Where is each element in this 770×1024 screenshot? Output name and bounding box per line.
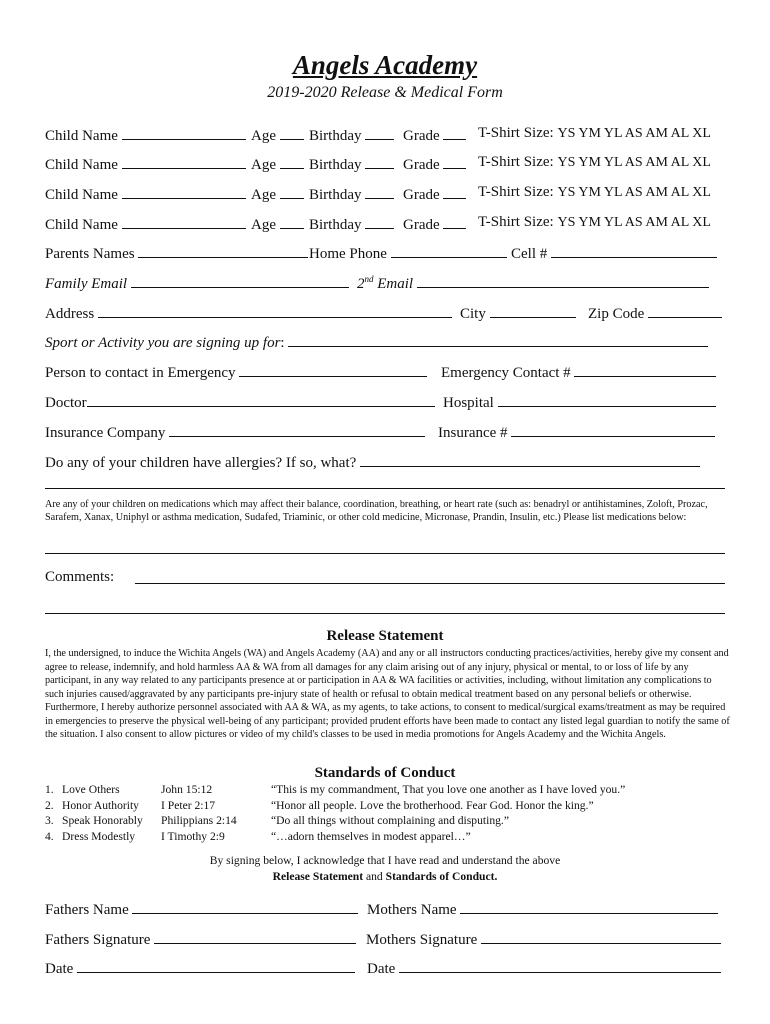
second-email-label: Email	[377, 276, 414, 292]
zip-label: Zip Code	[588, 306, 645, 322]
standard-name: Dress Modestly	[62, 829, 136, 843]
grade-label: Grade	[403, 217, 440, 233]
standard-quote: “Do all things without complaining and disputing.”	[271, 814, 509, 827]
insurance-company-label: Insurance Company	[45, 425, 166, 441]
fathers-signature-label: Fathers Signature	[45, 932, 151, 948]
doctor-blank[interactable]	[87, 392, 435, 407]
standards-bold: Standards of Conduct.	[385, 870, 498, 883]
standard-ref: I Timothy 2:9	[161, 829, 225, 843]
mothers-name-blank[interactable]	[460, 899, 718, 914]
allergies-blank[interactable]	[360, 452, 700, 467]
parents-names-label: Parents Names	[45, 246, 135, 262]
grade-label: Grade	[403, 187, 440, 203]
second-email-blank[interactable]	[417, 273, 709, 288]
standard-name: Honor Authority	[62, 798, 139, 812]
age-label: Age	[251, 128, 276, 144]
zip-blank[interactable]	[648, 303, 722, 318]
city-label: City	[460, 306, 486, 322]
tshirt-sizes[interactable]: YS YM YL AS AM AL XL	[557, 155, 711, 170]
standard-num: 1.	[45, 783, 54, 796]
standard-name: Speak Honorably	[62, 814, 143, 827]
mothers-signature-label: Mothers Signature	[366, 932, 478, 948]
fathers-date-blank[interactable]	[77, 958, 355, 973]
birthday-label: Birthday	[309, 187, 362, 203]
child-name-label: Child Name	[45, 157, 118, 173]
tshirt-label: T-Shirt Size:	[478, 154, 554, 170]
second-email-suffix: nd	[364, 274, 374, 284]
standard-ref: Philippians 2:14	[161, 814, 237, 827]
standard-ref: John 15:12	[161, 783, 213, 796]
second-email-number: 2	[357, 276, 365, 292]
hospital-label: Hospital	[443, 395, 494, 411]
birthday-label: Birthday	[309, 128, 362, 144]
standards-numbers	[45, 782, 54, 844]
family-email-blank[interactable]	[131, 273, 349, 288]
comments-label: Comments:	[45, 569, 115, 585]
standards-refs	[161, 782, 237, 844]
standard-name: Love Others	[62, 783, 120, 796]
child-name-blank[interactable]	[122, 154, 246, 169]
allergies-line[interactable]	[45, 488, 725, 489]
standards-quotes	[271, 782, 625, 844]
city-blank[interactable]	[490, 303, 576, 318]
form-title: Angels Academy	[292, 50, 478, 80]
insurance-company-blank[interactable]	[169, 422, 425, 437]
age-blank[interactable]	[280, 154, 304, 169]
child-name-blank[interactable]	[122, 184, 246, 199]
tshirt-sizes[interactable]: YS YM YL AS AM AL XL	[557, 126, 711, 141]
grade-label: Grade	[403, 157, 440, 173]
birthday-blank[interactable]	[365, 214, 394, 229]
grade-blank[interactable]	[443, 154, 466, 169]
birthday-label: Birthday	[309, 217, 362, 233]
emergency-contact-label: Emergency Contact #	[441, 365, 571, 381]
age-blank[interactable]	[280, 125, 304, 140]
cell-blank[interactable]	[551, 243, 717, 258]
sport-blank[interactable]	[288, 332, 708, 347]
child-name-label: Child Name	[45, 128, 118, 144]
acknowledgement-line2	[0, 869, 770, 885]
age-label: Age	[251, 157, 276, 173]
grade-blank[interactable]	[443, 125, 466, 140]
parents-names-blank[interactable]	[138, 243, 308, 258]
birthday-label: Birthday	[309, 157, 362, 173]
standard-ref: I Peter 2:17	[161, 798, 216, 812]
family-email-label: Family Email	[45, 276, 128, 292]
home-phone-blank[interactable]	[391, 243, 507, 258]
comments-line[interactable]	[135, 583, 725, 584]
mothers-date-blank[interactable]	[399, 958, 721, 973]
sport-label: Sport or Activity you are signing up for	[45, 335, 281, 351]
child-name-blank[interactable]	[122, 214, 246, 229]
tshirt-label: T-Shirt Size:	[478, 214, 554, 230]
standards-heading: Standards of Conduct	[314, 765, 456, 781]
comments-line-2[interactable]	[45, 613, 725, 614]
release-heading: Release Statement	[326, 628, 444, 644]
age-label: Age	[251, 187, 276, 203]
allergies-label: Do any of your children have allergies? If so, what?	[45, 455, 357, 471]
birthday-blank[interactable]	[365, 154, 394, 169]
child-name-label: Child Name	[45, 217, 118, 233]
grade-blank[interactable]	[443, 214, 466, 229]
address-label: Address	[45, 306, 95, 322]
tshirt-label: T-Shirt Size:	[478, 125, 554, 141]
mothers-signature-blank[interactable]	[481, 929, 721, 944]
standard-num: 3.	[45, 814, 54, 827]
grade-blank[interactable]	[443, 184, 466, 199]
hospital-blank[interactable]	[498, 392, 716, 407]
release-bold: Release Statement	[272, 870, 364, 883]
tshirt-sizes[interactable]: YS YM YL AS AM AL XL	[557, 215, 711, 230]
acknowledgement-line1: By signing below, I acknowledge that I have read and understand the above	[209, 854, 561, 867]
tshirt-label: T-Shirt Size:	[478, 184, 554, 200]
date-label: Date	[45, 961, 74, 977]
child-name-label: Child Name	[45, 187, 118, 203]
fathers-name-label: Fathers Name	[45, 902, 129, 918]
standard-num: 4.	[45, 829, 54, 843]
medications-line[interactable]	[45, 553, 725, 554]
doctor-label: Doctor	[45, 395, 87, 411]
standard-quote: “…adorn themselves in modest apparel…”	[271, 829, 471, 843]
birthday-blank[interactable]	[365, 184, 394, 199]
fathers-signature-blank[interactable]	[154, 929, 356, 944]
standard-quote: “Honor all people. Love the brotherhood. Fear God. Honor the king.”	[271, 798, 594, 812]
insurance-number-blank[interactable]	[511, 422, 715, 437]
cell-label: Cell #	[511, 246, 548, 262]
standards-names	[62, 782, 143, 844]
emergency-person-label: Person to contact in Emergency	[45, 365, 236, 381]
grade-label: Grade	[403, 128, 440, 144]
standard-quote: “This is my commandment, That you love one another as I have loved you.”	[271, 783, 626, 796]
tshirt-sizes[interactable]: YS YM YL AS AM AL XL	[557, 185, 711, 200]
home-phone-label: Home Phone	[309, 246, 387, 262]
emergency-contact-blank[interactable]	[574, 362, 716, 377]
age-blank[interactable]	[280, 184, 304, 199]
release-text: I, the undersigned, to induce the Wichita Angels (WA) and Angels Academy (AA) and any or all instructors conducting practices/activities, hereby give my consent and agree to release, indemnify, and hold harmless AA & WA from all damages for any claim arising out of any injury, physical or mental, to or loss of life by any participant, in any way related to any participants presence at or participation in AA & WA facilities or activities, including, without limitation any complications to such injuries caused/aggravated by any participants pre-injury state of health or refusal to obtain medical treatment based on any personal beliefs or otherwise. Furthermore, I hereby authorize personnel associated with AA & WA, as my agents, to take actions, to consent to medical/surgical exams/treatment as may be required in emergencies to preserve the physical well-being of any participant; provided prudent efforts have been made to contact any listed legal guardian to notify the same of the situation. I also consent to allow pictures or video of my child's classes to be used in media promotions for Angels Academy and the Wichita Angels.	[45, 648, 730, 740]
age-label: Age	[251, 217, 276, 233]
insurance-number-label: Insurance #	[438, 425, 508, 441]
address-blank[interactable]	[98, 303, 452, 318]
fathers-name-blank[interactable]	[132, 899, 358, 914]
standard-num: 2.	[45, 798, 54, 812]
child-name-blank[interactable]	[122, 125, 246, 140]
and-text: and	[365, 870, 383, 883]
age-blank[interactable]	[280, 214, 304, 229]
form-page: Angels Academy 2019-2020 Release & Medical Form Child Name Age Birthday Grade T-Shirt Size: YS YM YL AS AM AL XL Child Name Age Birthday Grade T-Shirt Size: YS YM YL AS AM AL XL Child Name Age Birthday Grade T-Shirt Size: YS YM YL AS AM AL XL Child Name Age Birthday Grade T-Shirt Size: YS YM YL AS AM AL XL Parents Names Home Phone Cell # Family Email 2nd Email Address City Zip Code Sport or Activity you are signing up for: Person to contact in Emergency Emergency Contact # Doctor Hospital Insurance Company Insurance # Do any of your children have allergies? If so, what? Are any of your children on medications which may affect their balance, coordination, breathing, or heart rate (such as: benadryl or antihistamines, Zoloft, Prozac, Sarafem, Xanax, Uniphyl or asthma medication, Sudafed, Triaminic, or other cold medicine, Micronase, Prandin, Insulin, etc.) Please list medications below: Comments: Release Statement I, the undersigned, to induce the Wichita Angels (WA) and Angels Academy (AA) and any or all instructors conducting practices/activities, hereby give my consent and agree to release, indemnify, and hold harmless AA & WA from all damages for any claim arising out of any injury, physical or mental, to or loss of life by any participant, in any way related to any participants presence at or participation in AA & WA facilities or activities, including, without limitation any complications to such injuries caused/aggravated by any participants pre-injury state of health or refusal to obtain medical treatment based on any personal beliefs or otherwise. Furthermore, I hereby authorize personnel associated with AA & WA, as my agents, to take actions, to consent to medical/surgical exams/treatment as may be required in emergencies to preserve the physical well-being of any participant; provided prudent efforts have been made to contact any listed legal guardian to notify the same of the situation. I also consent to allow pictures or video of my child's classes to be used in media promotions for Angels Academy and the Wichita Angels. Standards of Conduct 1. 2. 3. 4. Love Others Honor Authority Speak Honorably Dress Modestly John 15:12 I Peter 2:17 Philippians 2:14 I Timothy 2:9 “This is my commandment, That you love one another as I have loved you.” “Honor all people. Love the brotherhood. Fear God. Honor the king.” “Do all things without complaining and disputing.” “…adorn themselves in modest apparel…” By signing below, I acknowledge that I have read and understand the above Release Statement and Standards of Conduct. Fathers Name Mothers Name Fathers Signature Mothers Signature Date Date	[0, 0, 770, 1024]
date-label: Date	[367, 961, 396, 977]
medications-text: Are any of your children on medications which may affect their balance, coordination, breathing, or heart rate (such as: benadryl or antihistamines, Zoloft, Prozac, Sarafem, Xanax, Uniphyl or asthma medication, Sudafed, Triaminic, or other cold medicine, Micronase, Prandin, Insulin, etc.) Please list medications below:	[45, 499, 708, 523]
form-subtitle: 2019-2020 Release & Medical Form	[267, 84, 503, 101]
mothers-name-label: Mothers Name	[367, 902, 457, 918]
birthday-blank[interactable]	[365, 125, 394, 140]
emergency-person-blank[interactable]	[239, 362, 427, 377]
